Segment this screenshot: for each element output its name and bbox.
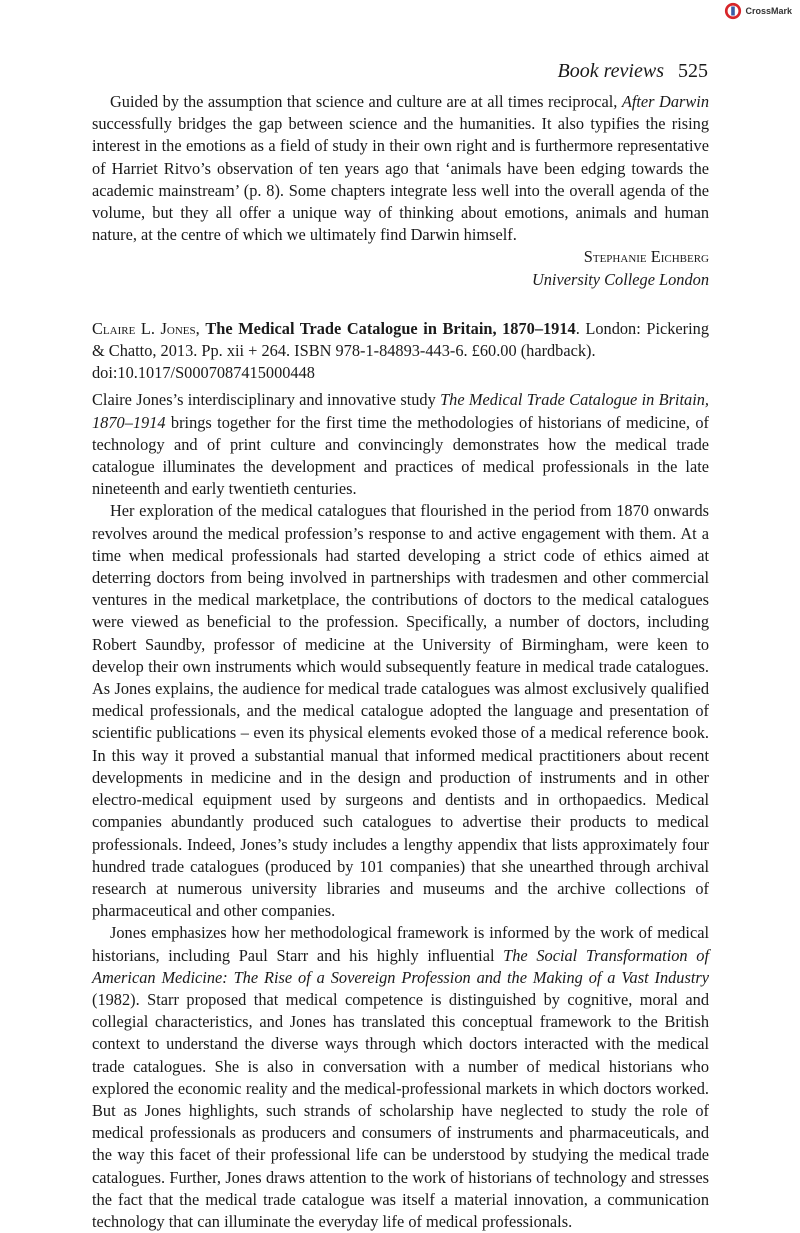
review-paragraph-3: Jones emphasizes how her methodological framework is informed by the work of medical historians, including Paul Starr and his highly influential The Social Transformation of American Medicine: The Rise of a Sovereign Profession and the Making of a Vast Industry (1982). Starr proposed that medical competence is distinguished by cognitive, moral and collegial characteristics, and Jones has translated this conceptual framework to the British context to understand the diverse ways through which doctors interacted with the medical trade catalogues. She is also in conversation with a number of medical historians who explored the economic reality and the medical-professional markets in which doctors worked. But as Jones highlights, such strands of scholarship have neglected to study the role of medical professionals as producers and consumers of instruments and pharmaceuticals, and the way this facet of their professional life can be understood by studying the medical trade catalogues. Further, Jones draws attention to the work of historians of technology and stresses the fact that the medical trade catalogue was itself a material innovation, a communication technology that can illuminate the everyday life of medical professionals.	[92, 923, 709, 1231]
reviewer-signature	[92, 246, 709, 290]
article-body	[92, 91, 709, 1233]
section-title: Book reviews	[557, 60, 664, 82]
doi-link[interactable]: doi:10.1017/S0007087415000448	[92, 363, 315, 383]
review-paragraph-2: Her exploration of the medical catalogues that flourished in the period from 1870 onwards revolves around the medical profession’s response to and active engagement with them. At a time when medical professionals had started developing a strict code of ethics aimed at deterring doctors from being involved in partnerships with tradesmen and other commercial ventures in the medical marketplace, the contributions of doctors to the medical catalogues were viewed as beneficial to the profession. Specifically, a number of doctors, including Robert Saundby, professor of medicine at the University of Birmingham, were keen to develop their own instruments which would subsequently feature in medical trade catalogues. As Jones explains, the audience for medical trade catalogues was almost exclusively qualified medical professionals, and the medical catalogue adopted the language and presentation of scientific publications – even its physical elements evoked those of a medical reference book. In this way it proved a substantial manual that informed medical practitioners about recent developments in medicine and in the design and production of instruments and in other electro-medical equipment used by surgeons and dentists and in orthopaedics. Medical companies abundantly produced such catalogues to advertise their products to medical professionals. Indeed, Jones’s study includes a lengthy appendix that lists approximately four hundred trade catalogues (produced by 101 companies) that she unearthed through archival research at numerous university libraries and museums and the archive collections of pharmaceutical and other companies.	[92, 501, 709, 921]
page-number: 525	[678, 60, 708, 82]
reviewer-affiliation: University College London	[531, 269, 709, 289]
review-paragraph-1: Claire Jones’s interdisciplinary and innovative study The Medical Trade Catalogue in Britain, 1870–1914 brings together for the first time the methodologies of historians of medicine, of technology and of print culture and convincingly demonstrates how the medical trade catalogue illuminates the development and practices of medical professionals in the late nineteenth and early twentieth centuries.	[92, 390, 709, 499]
book-title: The Medical Trade Catalogue in Britain, 1870–1914	[205, 318, 576, 338]
running-header	[558, 60, 708, 83]
book-author: Claire L. Jones	[92, 318, 196, 338]
book-citation: Claire L. Jones, The Medical Trade Catalogue in Britain, 1870–1914. London: Pickering & Chatto, 2013. Pp. xii + 264. ISBN 978-1-84893-443-6. £60.00 (hardback). doi:10.1017/S0007087415000448	[92, 318, 710, 383]
reviewer-name: Stephanie Eichberg	[583, 247, 709, 267]
crossmark-icon	[724, 2, 742, 20]
crossmark-label: CrossMark	[745, 6, 792, 16]
crossmark-badge[interactable]	[724, 2, 792, 20]
previous-review-closing-paragraph: Guided by the assumption that science and culture are at all times reciprocal, After Darwin successfully bridges the gap between science and the humanities. It also typifies the rising interest in the emotions as a field of study in their own right and is furthermore representative of Harriet Ritvo’s observation of ten years ago that ‘animals have been edging towards the academic mainstream’ (p. 8). Some chapters integrate less well into the overall agenda of the volume, but they all offer a unique way of thinking about emotions, animals and human nature, at the centre of which we ultimately find Darwin himself.	[92, 92, 709, 245]
book-publication-details: . London: Pickering & Chatto, 2013. Pp. xii + 264. ISBN 978-1-84893-443-6. £60.00 (hardback).	[92, 318, 710, 361]
